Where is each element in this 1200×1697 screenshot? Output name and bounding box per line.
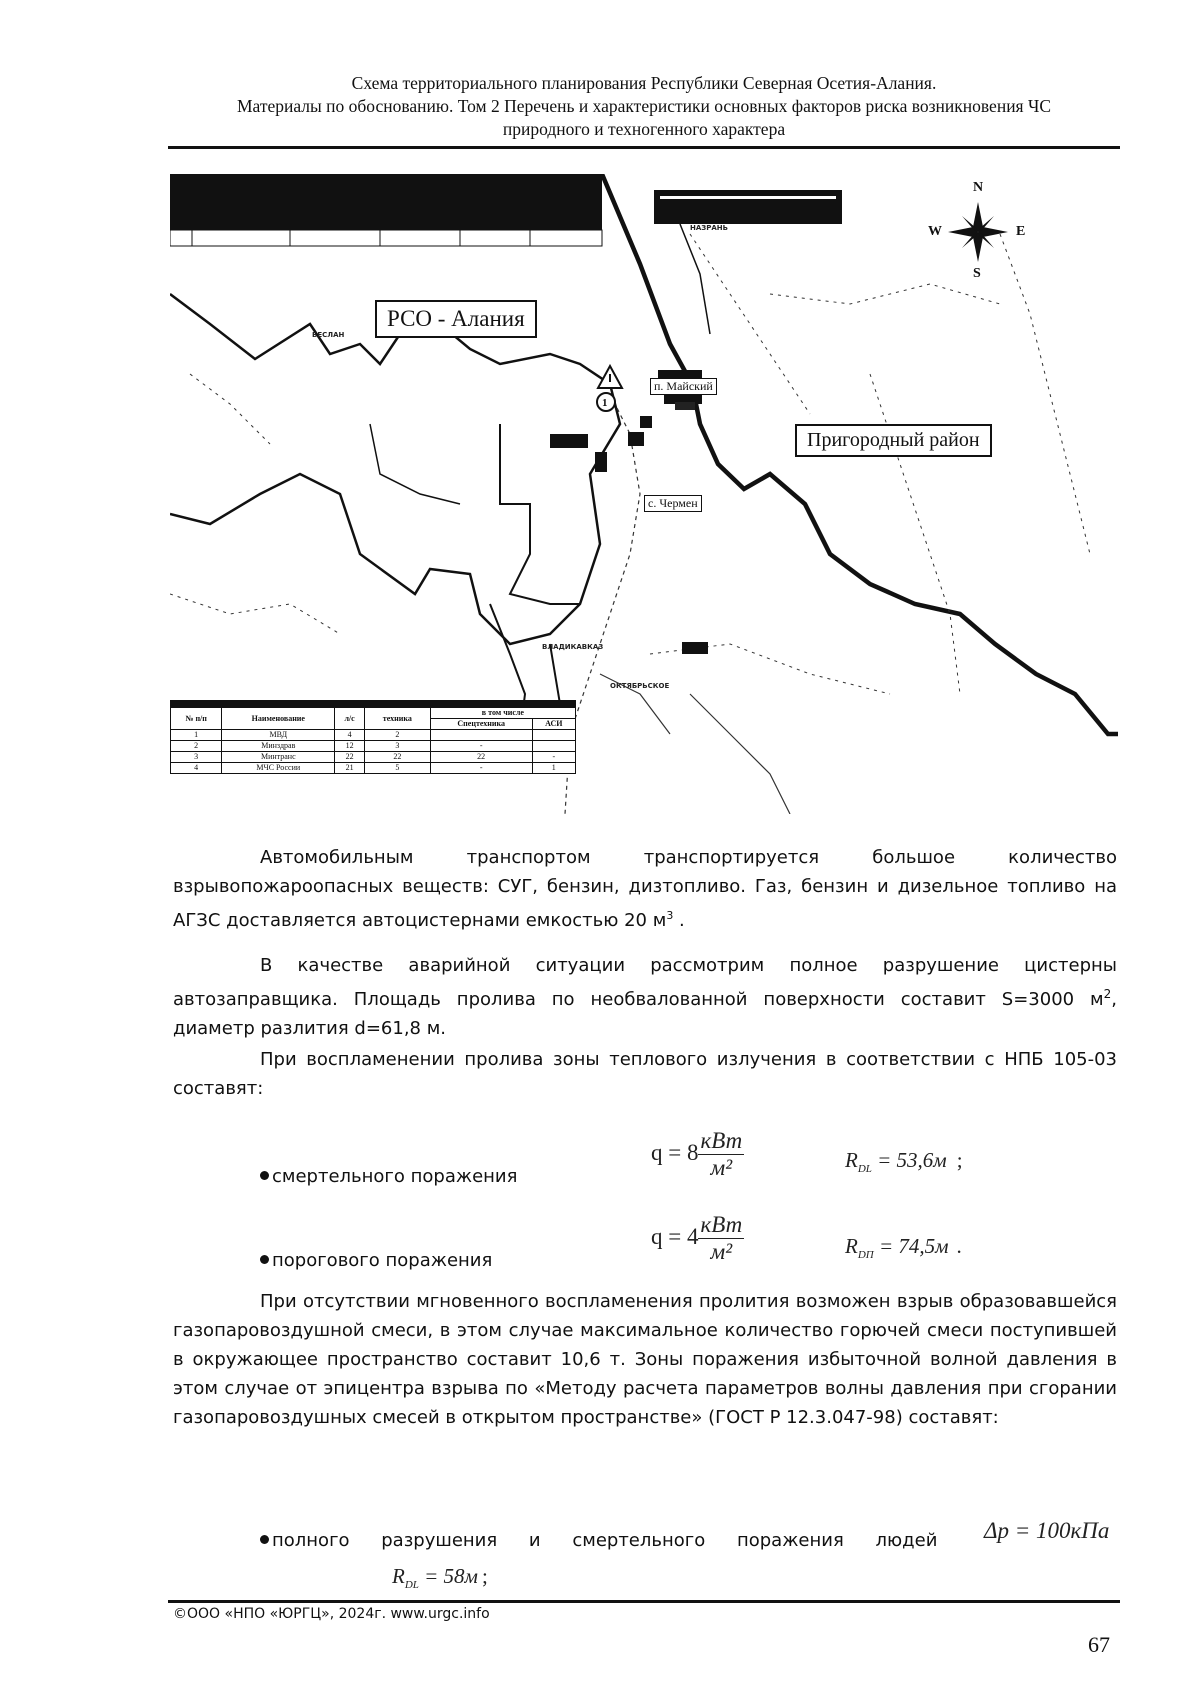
compass-south-label: S: [973, 266, 981, 281]
footer-copyright: ©ООО «НПО «ЮРГЦ», 2024г. www.urgc.info: [173, 1606, 490, 1622]
page-number: 67: [1088, 1632, 1110, 1657]
formula-end: .: [956, 1234, 962, 1258]
paragraph-explosion: [173, 1287, 1117, 1432]
district-label: Пригородный район: [795, 424, 992, 457]
bullet-lethal: [260, 1166, 517, 1187]
legend-cell: [532, 741, 575, 752]
paragraph-transport: [173, 843, 1117, 935]
legend-cell: [532, 730, 575, 741]
bullet-label: порогового поражения: [272, 1250, 493, 1271]
compass-rose-icon: [948, 202, 1008, 262]
formula-r: R: [392, 1564, 405, 1588]
formula-numerator: кВт: [700, 1128, 743, 1153]
paragraph-text: При отсутствии мгновенного воспламенения пролития возможен взрыв образовавшейся газопаровоздушной смеси, в этом случае максимальное количество горючей смеси поступившей в окружающее пространство составит 10,6 т. Зоны поражения избыточной волной давления в этом случае от эпицентра взрыва по «Методу расчета параметров волны давления при сгорании газопаровоздушных смесей в открытом пространстве» (ГОСТ Р 12.3.047-98) составят:: [173, 1291, 1117, 1428]
header-rule: [168, 146, 1120, 149]
compass-east-label: E: [1016, 224, 1026, 239]
bullet-dot-icon: [260, 1171, 269, 1180]
legend-cell: 3: [364, 741, 430, 752]
legend-cell: 1: [532, 763, 575, 774]
legend-cell: Минздрав: [222, 741, 335, 752]
formula-denominator: м²: [710, 1239, 733, 1264]
formula-numerator: кВт: [700, 1212, 743, 1237]
legend-cell: -: [430, 741, 532, 752]
forces-legend-table: [170, 700, 576, 774]
paragraph-text: Автомобильным транспортом транспортируется большое количество взрывопожароопасных веществ: СУГ, бензин, дизтопливо. Газ, бензин и дизельное топливо на АГЗС доставляется автоцистернами емкостью 20 м: [173, 847, 1117, 931]
compass-north-label: N: [973, 180, 984, 195]
legend-cell: 1: [171, 730, 222, 741]
formula-sub: DL: [857, 1163, 872, 1175]
paragraph-ignition: [173, 1045, 1117, 1103]
place-oktyabrskoe: ОКТЯБРЬСКОЕ: [610, 682, 670, 690]
legend-cell: 2: [364, 730, 430, 741]
region-label: РСО - Алания: [375, 300, 537, 338]
paragraph-accident: [173, 951, 1117, 1043]
header-line-1: Схема территориального планирования Республики Северная Осетия-Алания.: [351, 73, 937, 93]
table-row: [171, 730, 576, 741]
bullet-destruction: [260, 1530, 962, 1551]
page-header: [168, 72, 1120, 141]
compass-west-label: W: [928, 224, 942, 239]
formula-r-lethal: [845, 1148, 963, 1175]
marker-number: 1: [602, 397, 608, 409]
formula-pressure: Δp = 100кПа: [984, 1518, 1110, 1543]
legend-cell: -: [532, 752, 575, 763]
map-scale-bar: [654, 190, 842, 224]
legend-header-asi: АСИ: [532, 719, 575, 730]
superscript: 2: [1103, 987, 1112, 1001]
bullet-label: полного разрушения и смертельного поражения людей: [272, 1530, 938, 1551]
legend-header-including: в том числе: [430, 708, 575, 719]
legend-cell: 3: [171, 752, 222, 763]
legend-cell: 22: [430, 752, 532, 763]
situation-map: [170, 174, 1118, 814]
formula-r-threshold: [845, 1234, 962, 1261]
formula-r: R: [845, 1234, 858, 1258]
legend-cell: 22: [335, 752, 365, 763]
formula-value: = 53,6м: [871, 1148, 947, 1172]
formula-q-threshold: [651, 1212, 744, 1265]
formula-value: = 74,5м: [873, 1234, 949, 1258]
legend-cell: МЧС России: [222, 763, 335, 774]
district-boundary-west: [170, 294, 620, 644]
footer-rule: [168, 1600, 1120, 1603]
formula-r: R: [845, 1148, 858, 1172]
legend-header-equipment: техника: [364, 708, 430, 730]
legend-cell: 4: [335, 730, 365, 741]
paragraph-text: В качестве аварийной ситуации рассмотрим полное разрушение цистерны автозаправщика. Площадь пролива по необвалованной поверхности составит S=3000 м: [173, 955, 1117, 1010]
legend-cell: -: [430, 763, 532, 774]
header-line-3: природного и техногенного характера: [502, 119, 786, 139]
bullet-dot-icon: [260, 1255, 269, 1264]
table-row: [171, 741, 576, 752]
legend-header-staff: л/с: [335, 708, 365, 730]
formula-denominator: м²: [710, 1155, 733, 1180]
bullet-threshold: [260, 1250, 492, 1271]
formula-end: ;: [481, 1564, 488, 1588]
table-row: [171, 752, 576, 763]
settlement-maisky-label: п. Майский: [650, 378, 717, 395]
legend-header-name: Наименование: [222, 708, 335, 730]
bullet-dot-icon: [260, 1535, 269, 1544]
legend-header-num: № п/п: [171, 708, 222, 730]
legend-cell: 2: [171, 741, 222, 752]
legend-cell: 21: [335, 763, 365, 774]
legend-cell: 22: [364, 752, 430, 763]
formula-value: = 58м: [418, 1564, 478, 1588]
legend-cell: 12: [335, 741, 365, 752]
place-beslan: БЕСЛАН: [312, 331, 345, 339]
legend-cell: Минтранс: [222, 752, 335, 763]
formula-lhs: q = 4: [651, 1223, 699, 1249]
place-nazran: НАЗРАНЬ: [690, 224, 728, 232]
place-vladikavkaz: ВЛАДИКАВКАЗ: [542, 643, 604, 651]
legend-header-special: Спецтехника: [430, 719, 532, 730]
formula-sub: DL: [404, 1579, 419, 1591]
formula-r-destruction: [392, 1564, 488, 1591]
paragraph-end: .: [673, 910, 685, 931]
superscript: 3: [666, 909, 674, 922]
header-line-2: Материалы по обоснованию. Том 2 Перечень и характеристики основных факторов риска возникновения ЧС: [236, 96, 1052, 116]
formula-end: ;: [956, 1148, 963, 1172]
object-marker: [550, 434, 588, 448]
settlement-chermen-label: с. Чермен: [644, 495, 702, 512]
legend-cell: 4: [171, 763, 222, 774]
formula-q-lethal: [651, 1128, 744, 1181]
paragraph-text: При воспламенении пролива зоны теплового излучения в соответствии с НПБ 105-03 составят:: [173, 1049, 1117, 1099]
legend-cell: [430, 730, 532, 741]
paragraph-end: , диаметр разлития d=61,8 м.: [173, 989, 1117, 1039]
legend-cell: МВД: [222, 730, 335, 741]
formula-lhs: q = 8: [651, 1139, 699, 1165]
formula-sub: DП: [857, 1249, 874, 1261]
legend-cell: 5: [364, 763, 430, 774]
table-row: [171, 763, 576, 774]
bullet-label: смертельного поражения: [272, 1166, 518, 1187]
map-title-bar: [170, 174, 602, 230]
